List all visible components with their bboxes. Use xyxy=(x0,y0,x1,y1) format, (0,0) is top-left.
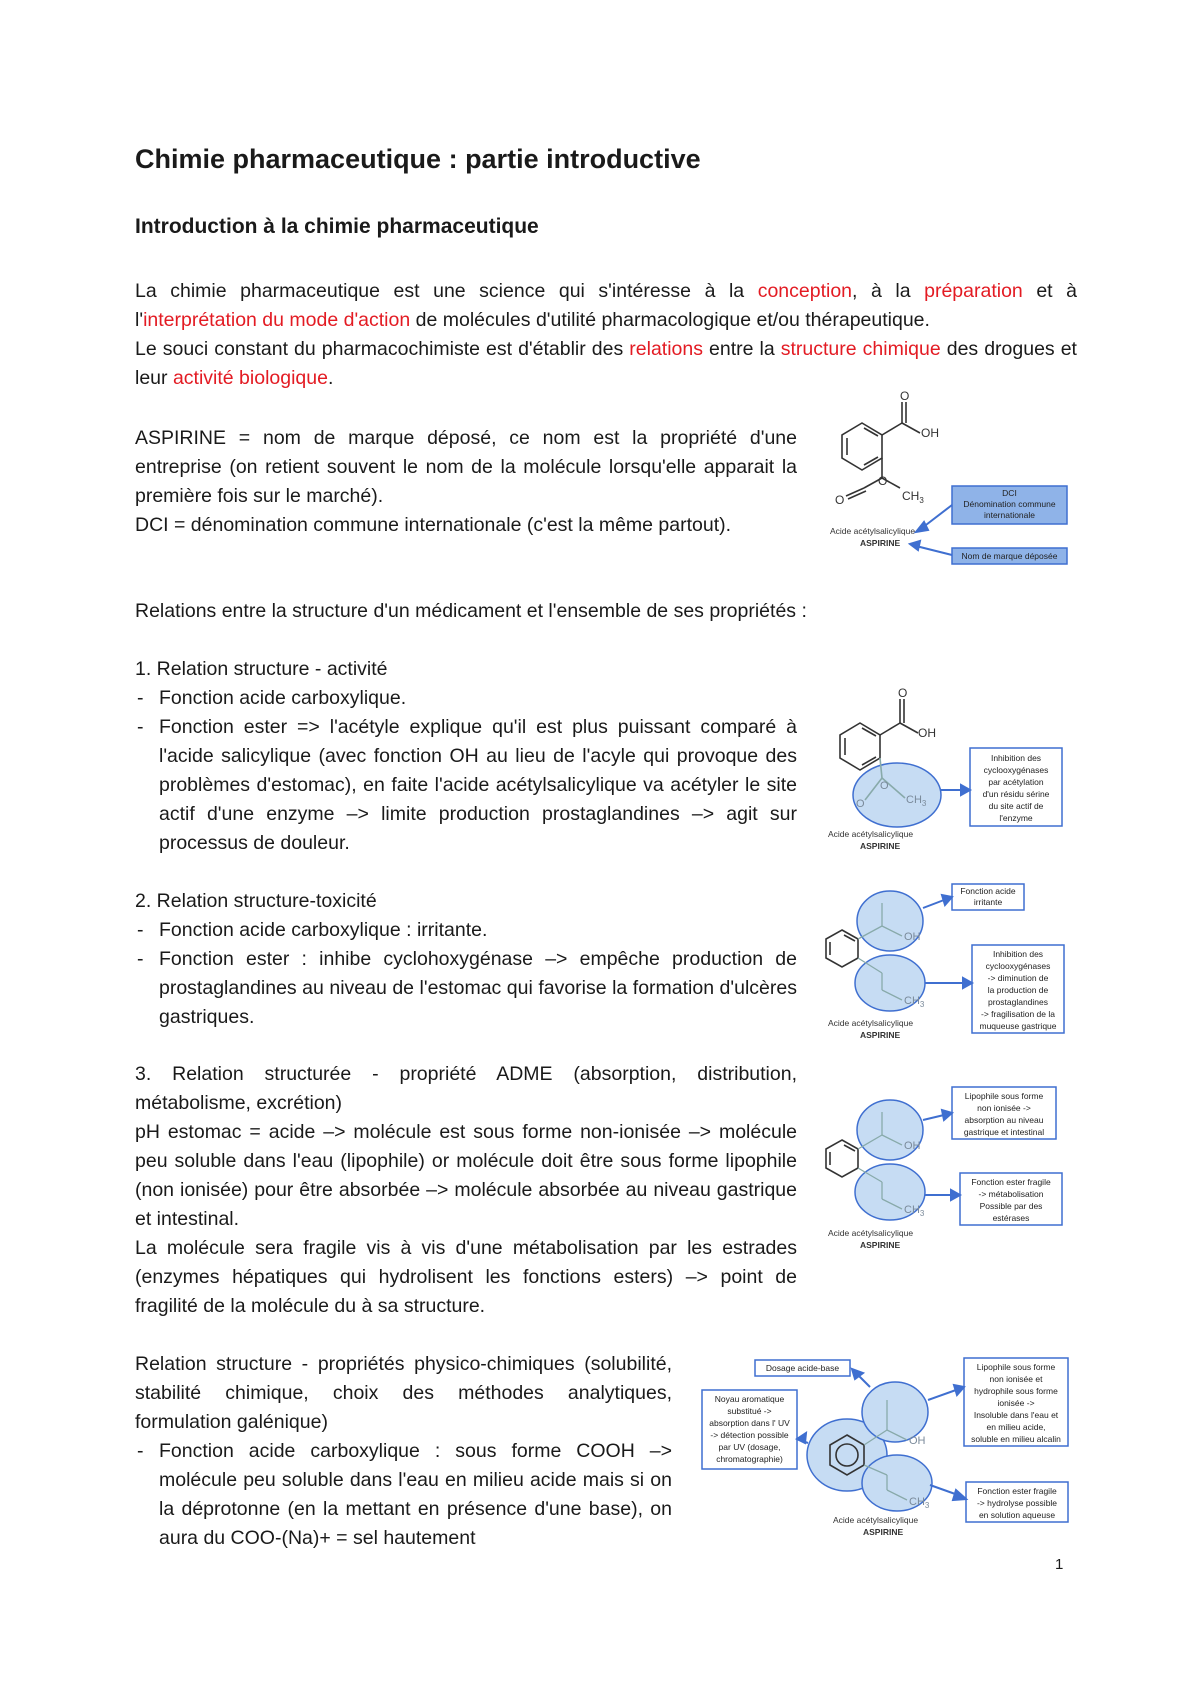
svg-text:Nom de marque déposée: Nom de marque déposée xyxy=(961,551,1058,561)
svg-text:-> métabolisation: -> métabolisation xyxy=(978,1189,1044,1199)
section-structure-toxicite xyxy=(135,887,797,1032)
svg-text:gastrique et intestinal: gastrique et intestinal xyxy=(963,1127,1045,1137)
svg-text:ionisée ->: ionisée -> xyxy=(997,1398,1035,1408)
svg-text:non ionisée ->: non ionisée -> xyxy=(977,1103,1031,1113)
figure-caption: Acide acétylsalicylique xyxy=(830,526,916,536)
svg-text:OH: OH xyxy=(918,726,936,740)
acid-highlight xyxy=(862,1382,928,1442)
aspirine-structure-figure-3 xyxy=(820,878,1070,1044)
svg-text:prostaglandines: prostaglandines xyxy=(987,997,1049,1007)
svg-text:Acide acétylsalicylique: Acide acétylsalicylique xyxy=(828,1018,914,1028)
svg-text:du site actif de: du site actif de xyxy=(988,801,1044,811)
intro-paragraph-1: La chimie pharmaceutique est une science qui s'intéresse à la conception, à la préparation et à l'interprétation du mode d'action de molécules d'utilité pharmacologique et/ou thérapeutique. xyxy=(135,280,1077,331)
svg-text:estérases: estérases xyxy=(992,1213,1030,1223)
section-adme: 3. Relation structurée - propriété ADME (absorption, distribution, métabolisme, excrétion) pH estomac = acide –> molécule est sous forme non-ionisée –> molécule peu soluble dans l'eau (lipophile) or molécule doit être sous forme lipophile (non ionisée) pour être absorbée –> molécule absorbée au niveau gastrique et intestinal. La molécule sera fragile vis à vis d'une métabolisation par les estrades (enzymes hépatiques qui hydrolisent les fonctions esters) –> point de fragilité de la molécule du à sa structure. xyxy=(135,1063,797,1317)
relations-intro: Relations entre la structure d'un médicament et l'ensemble de ses propriétés : xyxy=(135,600,807,622)
section-heading: 2. Relation structure-toxicité xyxy=(135,890,377,912)
svg-text:-> diminution de: -> diminution de xyxy=(987,973,1049,983)
svg-text:d'un résidu sérine: d'un résidu sérine xyxy=(982,789,1050,799)
atom-label: O xyxy=(835,493,845,507)
svg-text:absorption au niveau: absorption au niveau xyxy=(964,1115,1044,1125)
svg-text:Acide acétylsalicylique: Acide acétylsalicylique xyxy=(828,829,914,839)
figure-caption: ASPIRINE xyxy=(860,538,901,548)
svg-text:Fonction ester fragile: Fonction ester fragile xyxy=(977,1486,1057,1496)
svg-text:O: O xyxy=(898,686,908,700)
svg-text:la production de: la production de xyxy=(987,985,1049,995)
list-item: - Fonction ester : inhibe cyclohoxygénase –> empêche production de prostaglandines au niveau de l'estomac qui favorise la formation d'ulcères gastriques. xyxy=(135,945,797,1032)
svg-text:-> fragilisation de la: -> fragilisation de la xyxy=(981,1009,1055,1019)
aspirine-structure-figure-5 xyxy=(700,1355,1072,1540)
svg-text:Dosage acide-base: Dosage acide-base xyxy=(765,1363,840,1373)
document-title: Chimie pharmaceutique : partie introductive xyxy=(135,144,701,174)
list-item: - Fonction acide carboxylique : sous forme COOH –> molécule peu soluble dans l'eau en milieu acide mais si on la déprotonne (en la mettant en présence d'une base), on aura du COO-(Na)+ = sel hautement xyxy=(135,1437,672,1553)
svg-text:absorption dans l' UV: absorption dans l' UV xyxy=(709,1418,790,1428)
svg-text:ASPIRINE: ASPIRINE xyxy=(863,1527,904,1537)
svg-text:OH: OH xyxy=(904,931,921,943)
ester-highlight xyxy=(853,763,941,827)
svg-text:ASPIRINE: ASPIRINE xyxy=(860,1030,901,1040)
section-structure-activite xyxy=(135,655,797,858)
svg-text:irritante: irritante xyxy=(973,897,1003,907)
svg-text:Acide acétylsalicylique: Acide acétylsalicylique xyxy=(833,1515,919,1525)
aspirine-structure-figure-1 xyxy=(820,390,1070,570)
atom-label: O xyxy=(900,389,910,403)
atom-label: OH xyxy=(921,426,939,440)
svg-text:Acide acétylsalicylique: Acide acétylsalicylique xyxy=(828,1228,914,1238)
aspirine-paragraph: ASPIRINE = nom de marque déposé, ce nom est la propriété d'une entreprise (on retient souvent le nom de la molécule lorsqu'elle apparait la première fois sur le marché). DCI = dénomination commune internationale (c'est la même partout). xyxy=(135,427,797,536)
svg-text:O: O xyxy=(880,780,889,792)
svg-text:chromatographie): chromatographie) xyxy=(716,1454,783,1464)
atom-label: O xyxy=(878,474,888,488)
list-item: - Fonction ester => l'acétyle explique qu'il est plus puissant comparé à l'acide salicylique (avec fonction OH au lieu de l'acyle qui provoque des problèmes d'estomac), en faite l'acide acétylsalicylique va acétyler le site actif d'une enzyme –> limite production prostaglandines –> agit sur processus de douleur. xyxy=(135,713,797,858)
svg-text:par UV (dosage,: par UV (dosage, xyxy=(718,1442,781,1452)
intro-paragraph-2: Le souci constant du pharmacochimiste est d'établir des relations entre la structure chimique des drogues et leur activité biologique. xyxy=(135,338,1077,389)
svg-text:Fonction acide: Fonction acide xyxy=(960,886,1016,896)
svg-text:soluble en milieu alcalin: soluble en milieu alcalin xyxy=(971,1434,1061,1444)
svg-text:Inhibition des: Inhibition des xyxy=(992,949,1044,959)
svg-text:Noyau aromatique: Noyau aromatique xyxy=(714,1394,785,1404)
svg-text:en solution aqueuse: en solution aqueuse xyxy=(978,1510,1056,1520)
svg-text:cyclooxygénases: cyclooxygénases xyxy=(985,961,1051,971)
svg-text:ASPIRINE: ASPIRINE xyxy=(860,841,901,851)
svg-text:OH: OH xyxy=(904,1140,921,1152)
svg-text:Lipophile sous forme: Lipophile sous forme xyxy=(976,1362,1056,1372)
svg-text:DCI: DCI xyxy=(1002,488,1017,498)
svg-text:en milieu acide,: en milieu acide, xyxy=(986,1422,1046,1432)
page-number: 1 xyxy=(1055,1556,1064,1573)
svg-text:-> hydrolyse possible: -> hydrolyse possible xyxy=(976,1498,1058,1508)
svg-text:ASPIRINE: ASPIRINE xyxy=(860,1240,901,1250)
svg-text:Inhibition des: Inhibition des xyxy=(990,753,1042,763)
svg-text:Possible par des: Possible par des xyxy=(979,1201,1043,1211)
svg-text:CH3: $CH_3$ xyxy=(909,1496,930,1510)
svg-text:non ionisée et: non ionisée et xyxy=(989,1374,1043,1384)
svg-text:par acétylation: par acétylation xyxy=(988,777,1044,787)
aspirine-structure-figure-4 xyxy=(820,1085,1070,1255)
svg-text:Lipophile sous forme: Lipophile sous forme xyxy=(964,1091,1044,1101)
svg-text:hydrophile sous forme: hydrophile sous forme xyxy=(974,1386,1058,1396)
svg-text:internationale: internationale xyxy=(983,510,1036,520)
svg-text:CH3: $CH_3$ xyxy=(906,794,927,808)
svg-text:Fonction ester fragile: Fonction ester fragile xyxy=(971,1177,1051,1187)
svg-text:OH: OH xyxy=(909,1435,926,1447)
svg-text:Insoluble dans l'eau et: Insoluble dans l'eau et xyxy=(973,1410,1059,1420)
svg-text:l'enzyme: l'enzyme xyxy=(999,813,1033,823)
svg-text:cyclooxygénases: cyclooxygénases xyxy=(983,765,1049,775)
svg-text:Dénomination commune: Dénomination commune xyxy=(963,499,1056,509)
section-heading: 1. Relation structure - activité xyxy=(135,658,388,680)
svg-text:CH3: $CH_3$ xyxy=(904,995,925,1009)
section-physico-chimiques: Relation structure - propriétés physico-chimiques (solubilité, stabilité chimique, choix des méthodes analytiques, formulation galénique) - Fonction acide carboxylique : sous forme COOH –> molécule peu soluble dans l'eau en milieu acide mais si on la déprotonne (en la mettant en présence d'une base), on aura du COO-(Na)+ = sel hautement xyxy=(135,1350,672,1553)
svg-text:muqueuse gastrique: muqueuse gastrique xyxy=(979,1021,1057,1031)
svg-text:-> détection possible: -> détection possible xyxy=(710,1430,789,1440)
svg-text:CH3: $CH_3$ xyxy=(904,1204,925,1218)
svg-text:O: O xyxy=(856,798,865,810)
atom-label: $CH_3$ xyxy=(902,489,924,505)
list-item: - Fonction acide carboxylique. xyxy=(135,684,797,713)
svg-text:substitué ->: substitué -> xyxy=(727,1406,772,1416)
section-title: Introduction à la chimie pharmaceutique xyxy=(135,215,539,238)
aspirine-structure-figure-2 xyxy=(820,685,1070,855)
list-item: - Fonction acide carboxylique : irritante. xyxy=(135,916,797,945)
